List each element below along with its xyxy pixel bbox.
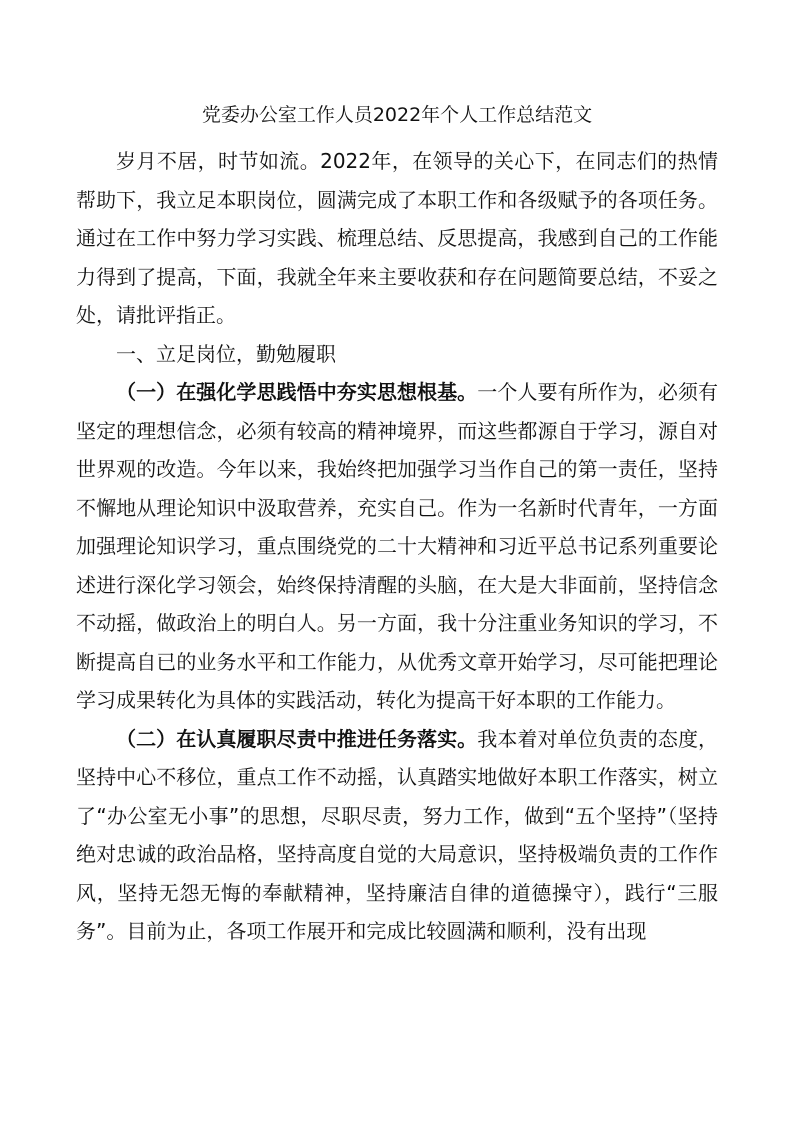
item-2-lead: （二）在认真履职尽责中推进任务落实。 xyxy=(116,726,478,751)
intro-paragraph: 岁月不居，时节如流。2022年，在领导的关心下，在同志们的热情帮助下，我立足本职岗位，圆满完成了本职工作和各级赋予的各项任务。通过在工作中努力学习实践、梳理总结、反思提高，我感到自己的工作能力得到了提高，下面，我就全年来主要收获和存在问题简要总结，不妥之处，请批评指正。 xyxy=(76,149,718,327)
item-2-paragraph xyxy=(76,720,718,951)
section-heading: 一、立足岗位，勤勉履职 xyxy=(116,341,336,366)
item-1-lead: （一）在强化学思践悟中夯实思想根基。 xyxy=(116,380,478,404)
item-1-paragraph xyxy=(76,373,718,720)
item-2-body: 我本着对单位负责的态度，坚持中心不移位，重点工作不动摇，认真踏实地做好本职工作落实，树立了“办公室无小事”的思想，尽职尽责，努力工作，做到“五个坚持”（坚持绝对忠诚的政治品格，坚持高度自觉的大局意识，坚持极端负责的工作作风，坚持无怨无悔的奉献精神，坚持廉洁自律的道德操守），践行“三服务”。目前为止，各项工作展开和完成比较圆满和顺利，没有出现 xyxy=(76,726,719,943)
document-page xyxy=(76,100,718,951)
document-title: 党委办公室工作人员2022年个人工作总结范文 xyxy=(201,104,593,126)
item-1-body: 一个人要有所作为，必须有坚定的理想信念，必须有较高的精神境界，而这些都源自于学习，源自对世界观的改造。今年以来，我始终把加强学习当作自己的第一责任，坚持不懈地从理论知识中汲取营养，充实自己。作为一名新时代青年，一方面加强理论知识学习，重点围绕党的二十大精神和习近平总书记系列重要论述进行深化学习领会，始终保持清醒的头脑，在大是大非面前，坚持信念不动摇，做政治上的明白人。另一方面，我十分注重业务知识的学习，不断提高自已的业务水平和工作能力，从优秀文章开始学习，尽可能把理论学习成果转化为具体的实践活动，转化为提高干好本职的工作能力。 xyxy=(76,380,719,712)
